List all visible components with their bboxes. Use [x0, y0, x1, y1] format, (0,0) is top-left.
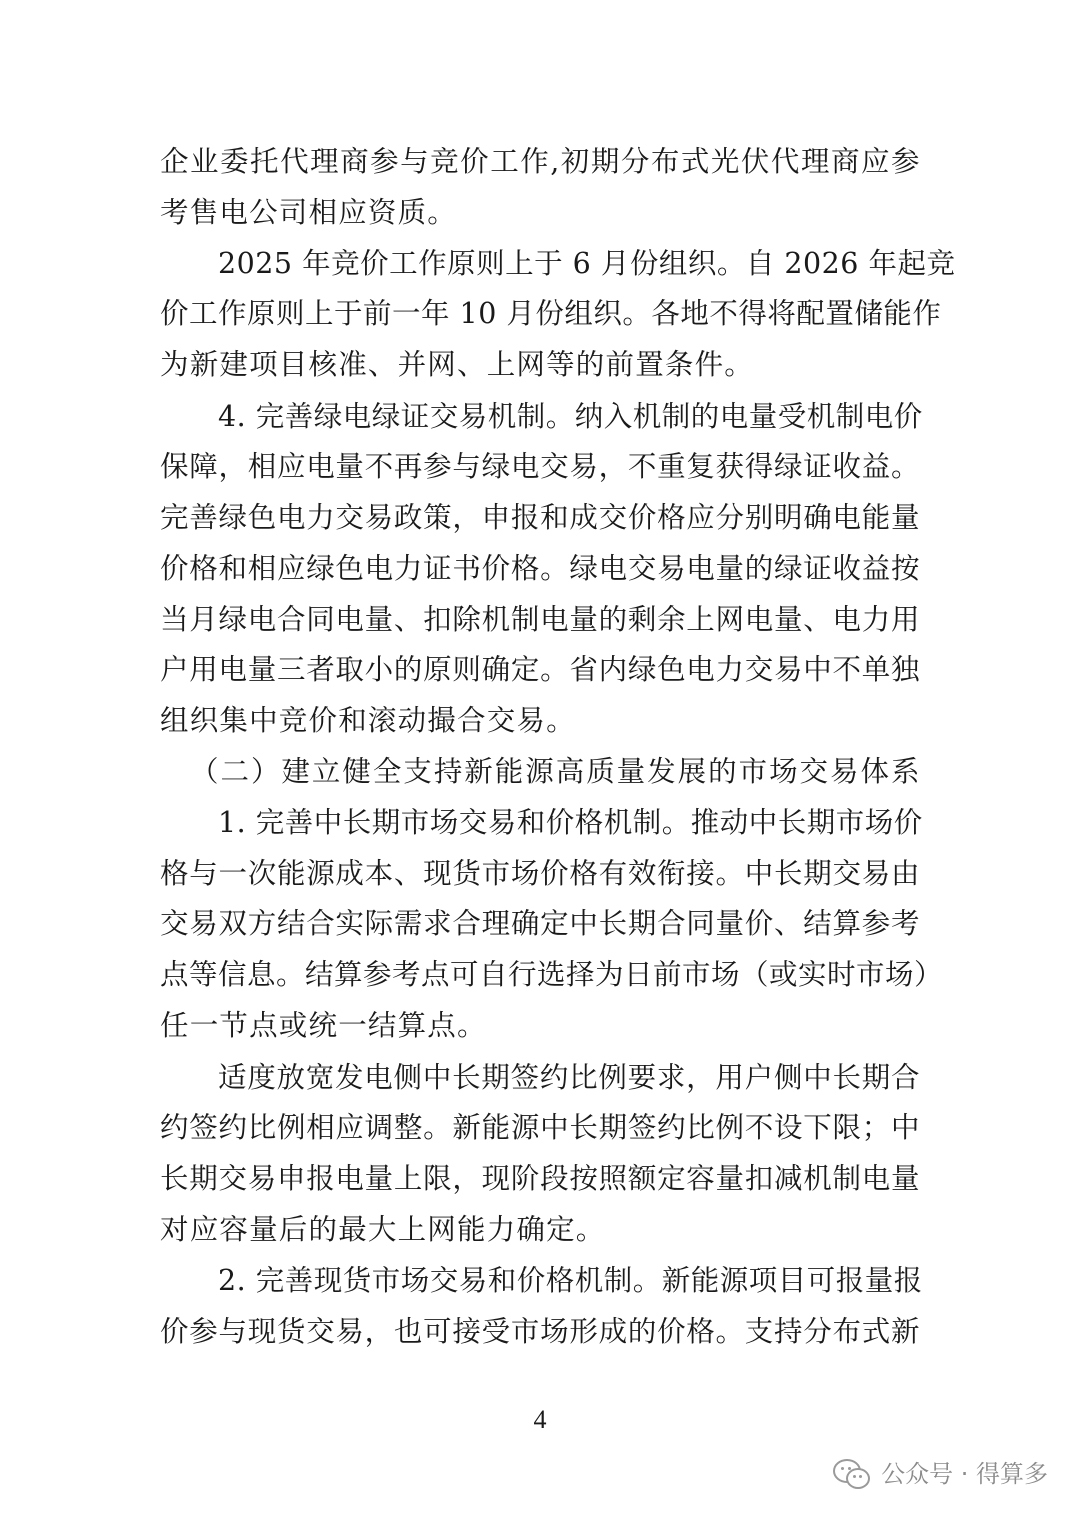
- text-line: 对应容量后的最大上网能力确定。: [160, 1213, 606, 1246]
- text-line: 价参与现货交易，也可接受市场形成的价格。支持分布式新: [160, 1315, 920, 1348]
- text-line: 当月绿电合同电量、扣除机制电量的剩余上网电量、电力用: [160, 603, 920, 636]
- text-line: 价格和相应绿色电力证书价格。绿电交易电量的绿证收益按: [160, 552, 920, 585]
- text-line: 点等信息。结算参考点可自行选择为日前市场（或实时市场）: [160, 958, 944, 991]
- watermark: [833, 1458, 1048, 1490]
- text-line: 2025 年竞价工作原则上于 6 月份组织。自 2026 年起竞: [218, 247, 956, 280]
- wechat-icon: [833, 1459, 871, 1489]
- text-line: 长期交易申报电量上限，现阶段按照额定容量扣减机制电量: [160, 1162, 920, 1195]
- text-line: 组织集中竞价和滚动撮合交易。: [160, 704, 576, 737]
- text-line: 完善绿色电力交易政策，申报和成交价格应分别明确电能量: [160, 501, 920, 534]
- text-line: 为新建项目核准、并网、上网等的前置条件。: [160, 348, 755, 381]
- text-line: 约签约比例相应调整。新能源中长期签约比例不设下限；中: [160, 1111, 920, 1144]
- text-line: 2. 完善现货市场交易和价格机制。新能源项目可报量报: [218, 1264, 923, 1297]
- text-line: 任一节点或统一结算点。: [160, 1009, 487, 1042]
- text-line: 格与一次能源成本、现货市场价格有效衔接。中长期交易由: [160, 857, 920, 890]
- text-line: 企业委托代理商参与竞价工作,初期分布式光伏代理商应参: [160, 145, 920, 178]
- text-line: 适度放宽发电侧中长期签约比例要求，用户侧中长期合: [218, 1061, 920, 1094]
- text-line: 保障，相应电量不再参与绿电交易，不重复获得绿证收益。: [160, 450, 920, 483]
- text-line: 户用电量三者取小的原则确定。省内绿色电力交易中不单独: [160, 653, 920, 686]
- text-line: 价工作原则上于前一年 10 月份组织。各地不得将配置储能作: [160, 297, 942, 330]
- text-line: 1. 完善中长期市场交易和价格机制。推动中长期市场价: [218, 806, 923, 839]
- watermark-text: 公众号 · 得算多: [881, 1460, 1048, 1488]
- text-line: 交易双方结合实际需求合理确定中长期合同量价、结算参考: [160, 907, 920, 940]
- page-number: 4: [533, 1405, 547, 1434]
- text-line: 4. 完善绿电绿证交易机制。纳入机制的电量受机制电价: [218, 400, 923, 433]
- section-heading: （二）建立健全支持新能源高质量发展的市场交易体系: [190, 755, 920, 788]
- text-line: 考售电公司相应资质。: [160, 196, 458, 229]
